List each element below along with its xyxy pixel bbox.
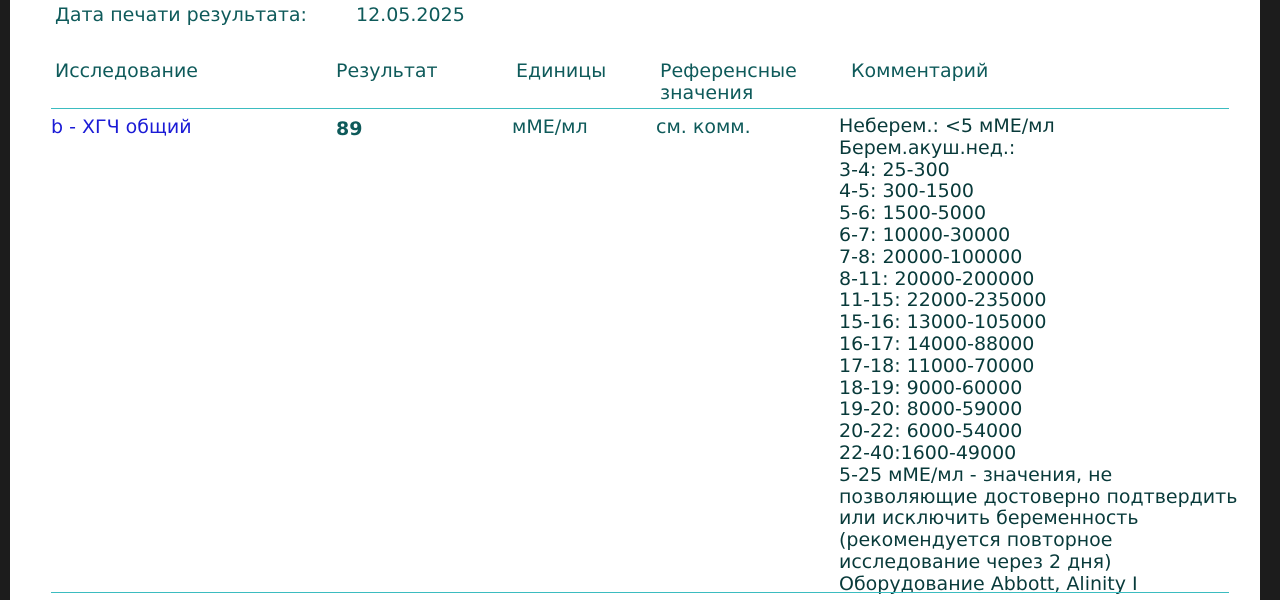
column-header-reference: Референсные значения — [660, 60, 797, 104]
study-name-link[interactable]: b - ХГЧ общий — [51, 116, 192, 138]
column-header-result: Результат — [336, 60, 438, 82]
units-value: мМЕ/мл — [512, 116, 588, 138]
result-value: 89 — [336, 118, 363, 140]
print-date-value: 12.05.2025 — [356, 4, 465, 26]
comment-text: Неберем.: <5 мМЕ/мл Берем.акуш.нед.: 3-4: 25-300 4-5: 300-1500 5-6: 1500-5000 6-7: 10000-30000 7-8: 20000-100000 8-11: 20000-200000 11-15: 22000-235000 15-16: 13000-105000 16-17: 14000-88000 17-18: 11000-70000 18-19: 9000-60000 19-20: 8000-59000 20-22: 6000-54000 22-40:1600-49000 5-25 мМЕ/мл - значения, не позволяющие достоверно подтвердить или исключить беременность (рекомендуется повторное исследование через 2 дня) Оборудование Abbott, Alinity I — [839, 115, 1238, 595]
column-header-units: Единицы — [516, 60, 607, 82]
print-date-label: Дата печати результата: — [55, 4, 307, 26]
column-header-comment: Комментарий — [851, 60, 989, 82]
reference-value: см. комм. — [656, 116, 751, 138]
row-divider — [51, 592, 1229, 593]
header-divider — [51, 108, 1229, 109]
column-header-study: Исследование — [55, 60, 199, 82]
document-page — [10, 0, 1260, 600]
